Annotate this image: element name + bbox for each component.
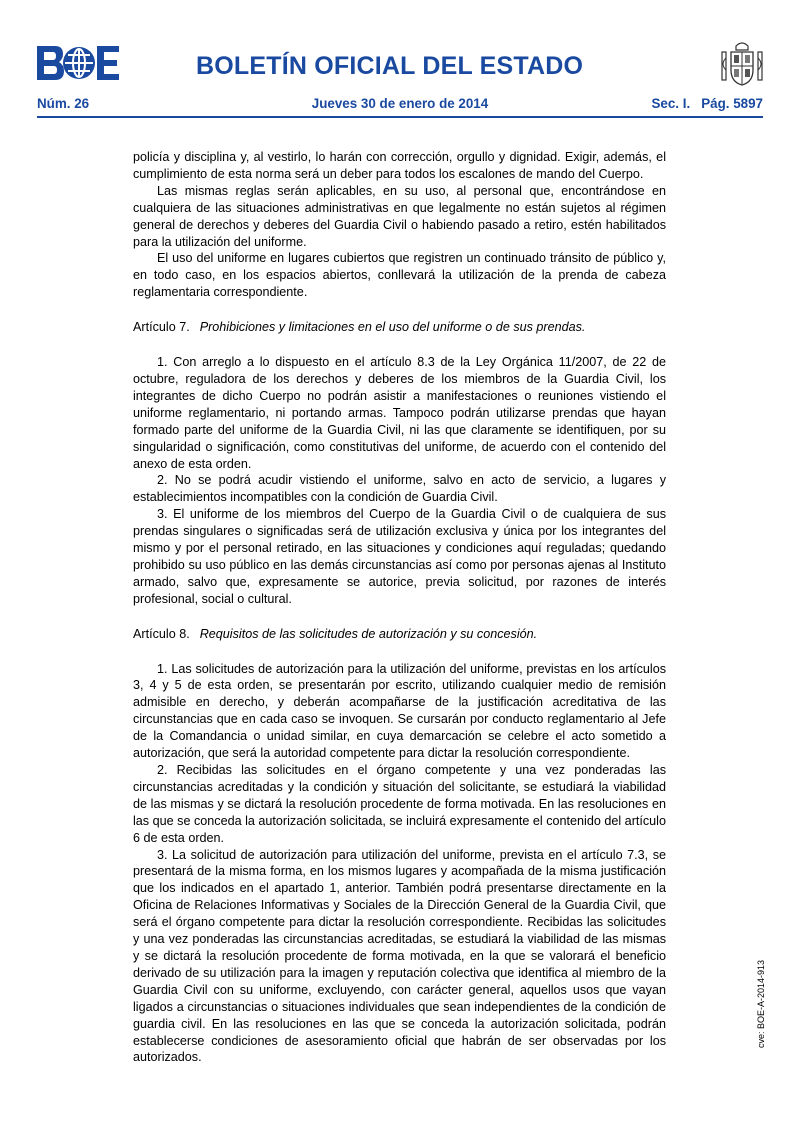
paragraph: Las mismas reglas serán aplicables, en su uso, al personal que, encontrándose en cualquiera de las situaciones administrativas en que legalmente no están sujetos al régimen general de derechos y deberes del Guardia Civil o habiendo pasado a retiro, estén habilitados para la utilización del uniforme. xyxy=(133,183,666,249)
section-label: Sec. I. xyxy=(651,96,691,111)
document-body xyxy=(133,149,666,1066)
article-heading-7 xyxy=(133,319,666,336)
header-rule xyxy=(37,116,763,118)
paragraph: 2. No se podrá acudir vistiendo el uniforme, salvo en acto de servicio, a lugares y establecimientos incompatibles con la condición de Guardia Civil. xyxy=(133,473,666,505)
issue-number: Núm. 26 xyxy=(37,96,90,111)
page-number: Pág. 5897 xyxy=(701,96,763,111)
cve-identifier: cve: BOE-A-2014-913 xyxy=(756,959,766,1048)
paragraph: 3. El uniforme de los miembros del Cuerpo de la Guardia Civil o de cualquiera de sus prendas singulares o significadas será de utilización exclusiva y única por los integrantes del mismo y por el personal retirado, en las situaciones y condiciones aquí reguladas; quedando prohibido su uso público en las demás circunstancias así como por personas ajenas al Instituto armado, salvo que, expresamente se autorice, previa solicitud, por razones de interés profesional, social o cultural. xyxy=(133,507,666,606)
paragraph: 2. Recibidas las solicitudes en el órgano competente y una vez ponderadas las circunstancias acreditadas y la condición y situación del solicitante, se estudiará la viabilidad de las mismas y se dictará la resolución procedente de forma motivada. En las resoluciones en las que se conceda la autorización solicitada, se incluirá expresamente el contenido del artículo 6 de esta orden. xyxy=(133,763,666,845)
issue-date: Jueves 30 de enero de 2014 xyxy=(311,96,489,111)
section-page xyxy=(651,96,763,111)
paragraph: 1. Con arreglo a lo dispuesto en el artículo 8.3 de la Ley Orgánica 11/2007, de 22 de octubre, reguladora de los derechos y deberes de los miembros de la Guardia Civil, los integrantes de dicho Cuerpo no podrán asistir a manifestaciones o reuniones vistiendo el uniforme reglamentario, ni portando armas. Tampoco podrán utilizarse prendas que hayan formado parte del uniforme de la Guardia Civil, ni las que claramente se identifiquen, por su singularidad o significación, como constitutivas del uniforme, de acuerdo con el contenido del anexo de esta orden. xyxy=(133,355,666,471)
boe-logo xyxy=(37,46,119,80)
paragraph: El uso del uniforme en lugares cubiertos que registren un continuado tránsito de público y, en todo caso, en los espacios abiertos, conllevará la utilización de la prenda de cabeza reglamentaria correspondiente. xyxy=(133,251,666,300)
paragraph: 3. La solicitud de autorización para utilización del uniforme, prevista en el artículo 7.3, se presentará de la misma forma, en los mismos lugares y acompañada de la misma justificación que los indicados en el apartado 1, anterior. También podrá presentarse directamente en la Oficina de Relaciones Informativas y Sociales de la Dirección General de la Guardia Civil, que será el órgano competente para dictar la resolución correspondiente. Recibidas las solicitudes y una vez ponderadas las circunstancias acreditadas, se estudiará la viabilidad de las mismas y se dictará la resolución procedente de forma motivada, en la que se valorará el beneficio derivado de su utilización para la imagen y reputación colectiva que identifica al miembro de la Guardia Civil con su uniforme, excluyendo, con carácter general, aquellos usos que vayan ligados a circunstancias o situaciones individuales que sean independientes de la condición de guardia civil. En las resoluciones en las que se conceda la autorización solicitada, podrán establecerse condiciones de asesoramiento oficial que habrán de ser observadas por los autorizados. xyxy=(133,847,666,1065)
article-title: Prohibiciones y limitaciones en el uso del uniforme o de sus prendas. xyxy=(199,320,586,335)
page-title: BOLETÍN OFICIAL DEL ESTADO xyxy=(196,52,584,80)
article-heading-8 xyxy=(133,626,666,643)
paragraph: 1. Las solicitudes de autorización para la utilización del uniforme, previstas en los artículos 3, 4 y 5 de esta orden, se presentarán por escrito, utilizando cualquier medio de remisión admisible en derecho, y deberán acompañarse de la justificación acreditativa de las circunstancias que en cada caso se invoquen. Se cursarán por conducto reglamentario al Jefe de la Comandancia o unidad similar, en cuya demarcación se celebre el acto sometido a autorización, que será la autoridad competente para dictar la resolución correspondiente. xyxy=(133,661,666,761)
article-number: Artículo 8. xyxy=(133,626,190,641)
article-title: Requisitos de las solicitudes de autorización y su concesión. xyxy=(199,626,538,641)
article-number: Artículo 7. xyxy=(133,320,190,335)
coat-of-arms-icon xyxy=(718,40,766,88)
paragraph: policía y disciplina y, al vestirlo, lo harán con corrección, orgullo y dignidad. Exigir, además, el cumplimiento de esta norma será un deber para todos los escalones de mando del Cuerpo. xyxy=(133,150,666,181)
